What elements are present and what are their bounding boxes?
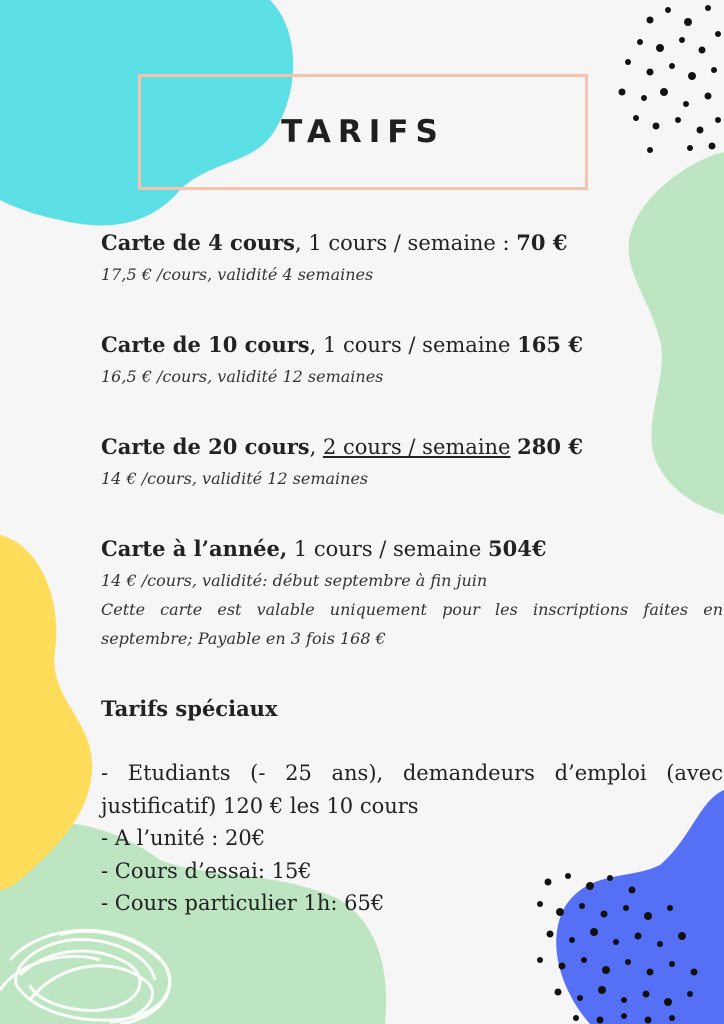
- offer-card-4: [101, 226, 723, 289]
- special-rates-list: [101, 757, 723, 920]
- special-rate-item: - Cours d’essai: 15€: [101, 858, 312, 883]
- offer-name: Carte de 10 cours: [101, 332, 310, 357]
- offer-name: Carte de 4 cours: [101, 230, 295, 255]
- special-rate-item: - Cours particulier 1h: 65€: [101, 891, 385, 915]
- offer-frequency: 1 cours / semaine: [322, 333, 511, 357]
- offer-detail: 17,5 € /cours, validité 4 semaines: [101, 265, 374, 284]
- offer-frequency: 1 cours / semaine: [308, 231, 496, 255]
- offer-note: Cette carte est valable uniquement pour les inscriptions faites en septembre; Payable en 3 fois 168 €: [101, 600, 723, 648]
- offer-detail: 14 € /cours, validité 12 semaines: [101, 469, 369, 488]
- offer-separator: ,: [309, 333, 323, 357]
- dots-pattern-top: [619, 5, 722, 153]
- offer-price: 70 €: [516, 230, 568, 255]
- offer-name: Carte de 20 cours: [101, 434, 310, 459]
- offer-price: 165 €: [517, 332, 583, 357]
- offer-separator-2: :: [495, 231, 517, 255]
- offer-frequency: 1 cours / semaine: [293, 537, 482, 561]
- offer-name: Carte à l’année,: [101, 536, 288, 561]
- offer-headline: [101, 226, 723, 260]
- offer-frequency: 2 cours / semaine: [322, 435, 511, 459]
- offer-separator: [287, 537, 294, 561]
- offer-separator: ,: [309, 435, 323, 459]
- offer-card-year: [101, 532, 723, 653]
- offer-headline: [101, 328, 723, 362]
- offer-detail: 14 € /cours, validité: début septembre à fin juin: [101, 571, 488, 590]
- page-title: TARIFS: [281, 114, 445, 150]
- offer-detail: 16,5 € /cours, validité 12 semaines: [101, 367, 384, 386]
- special-rates-title: Tarifs spéciaux: [101, 696, 278, 721]
- offer-price: 280 €: [517, 434, 583, 459]
- pricing-content: [101, 226, 723, 920]
- offer-card-20: [101, 430, 723, 493]
- offer-headline: [101, 532, 723, 566]
- offer-headline: [101, 430, 723, 464]
- offer-price: 504€: [488, 536, 547, 561]
- title-frame: [138, 74, 588, 190]
- special-rate-item: - Etudiants (- 25 ans), demandeurs d’emploi (avec justificatif) 120 € les 10 cours: [101, 761, 723, 818]
- special-rate-item: - A l’unité : 20€: [101, 826, 266, 850]
- offer-separator: ,: [294, 231, 309, 255]
- offer-card-10: [101, 328, 723, 391]
